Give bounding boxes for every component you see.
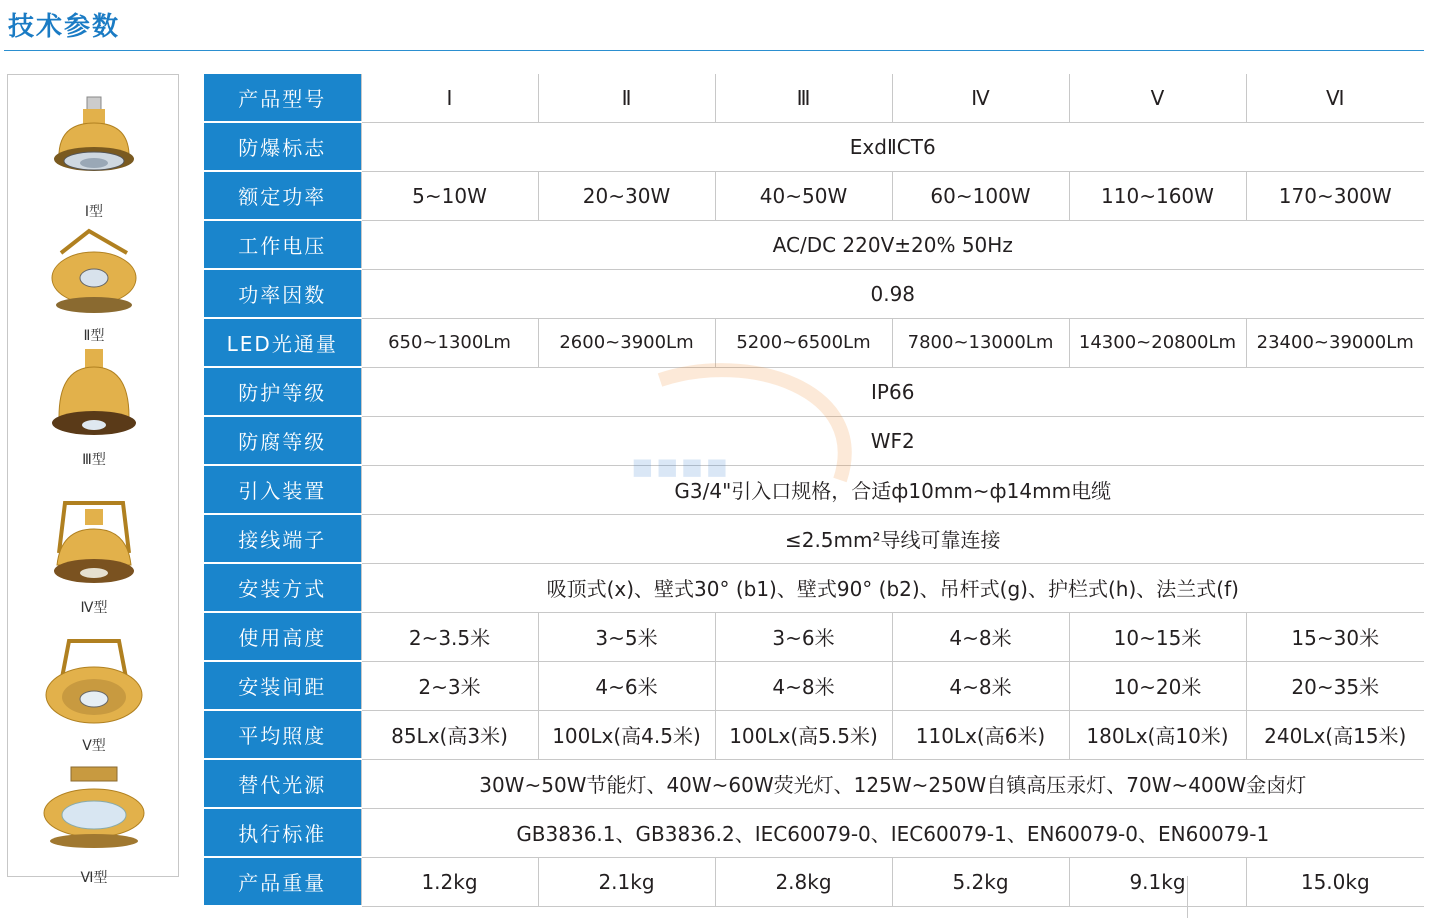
merged-cell: ≤2.5mm²导线可靠连接: [361, 514, 1424, 563]
row-header: 平均照度: [204, 710, 361, 759]
lamp-caption: Ⅱ型: [83, 328, 105, 344]
title-underline: [4, 50, 1424, 51]
table-row: [204, 514, 1424, 563]
lamp-caption: Ⅳ型: [80, 600, 108, 616]
table-cell: 40~50W: [715, 171, 892, 220]
row-header: 防护等级: [204, 367, 361, 416]
table-cell: 3~6米: [715, 612, 892, 661]
merged-cell: 30W~50W节能灯、40W~60W荧光灯、125W~250W自镇高压汞灯、70W~400W金卤灯: [361, 759, 1424, 808]
row-header: 产品型号: [204, 74, 361, 122]
merged-cell: 吸顶式(x)、壁式30° (b1)、壁式90° (b2)、吊杆式(g)、护栏式(h)、法兰式(f): [361, 563, 1424, 612]
row-header: 执行标准: [204, 808, 361, 857]
table-cell: 5.2kg: [892, 857, 1069, 906]
table-cell: 5200~6500Lm: [715, 318, 892, 367]
merged-cell: WF2: [361, 416, 1424, 465]
table-cell: Ⅵ: [1246, 74, 1424, 122]
merged-cell: AC/DC 220V±20% 50Hz: [361, 220, 1424, 269]
lamp-caption: Ⅴ型: [82, 738, 106, 754]
table-row: [204, 416, 1424, 465]
table-cell: 1.2kg: [361, 857, 538, 906]
merged-cell: ExdⅡCT6: [361, 122, 1424, 171]
table-cell: 9.1kg: [1069, 857, 1246, 906]
row-header: 工作电压: [204, 220, 361, 269]
table-row: [204, 808, 1424, 857]
lamp-item: [8, 495, 180, 617]
row-header: 产品重量: [204, 857, 361, 906]
table-cell: 240Lx(高15米): [1246, 710, 1424, 759]
table-cell: 650~1300Lm: [361, 318, 538, 367]
lamp-item: [8, 765, 180, 887]
table-row: [204, 612, 1424, 661]
table-bottom-tick: [1187, 876, 1188, 918]
lamp-4-icon: [39, 495, 149, 595]
lamp-2-icon: [39, 223, 149, 323]
table-cell: 110~160W: [1069, 171, 1246, 220]
merged-cell: G3/4"引入口规格，合适ф10mm~ф14mm电缆: [361, 465, 1424, 514]
table-row: [204, 563, 1424, 612]
table-cell: 15.0kg: [1246, 857, 1424, 906]
lamp-3-icon: [39, 347, 149, 447]
table-cell: 4~6米: [538, 661, 715, 710]
lamp-caption: Ⅲ型: [82, 452, 106, 468]
table-row: [204, 171, 1424, 220]
row-header: 安装间距: [204, 661, 361, 710]
spec-table: [204, 74, 1424, 907]
table-cell: 100Lx(高5.5米): [715, 710, 892, 759]
page-title: 技术参数: [8, 12, 121, 42]
table-row: [204, 710, 1424, 759]
row-header: 功率因数: [204, 269, 361, 318]
row-header: LED光通量: [204, 318, 361, 367]
table-row: [204, 465, 1424, 514]
table-cell: 2~3.5米: [361, 612, 538, 661]
table-row: [204, 759, 1424, 808]
table-cell: 7800~13000Lm: [892, 318, 1069, 367]
table-cell: Ⅰ: [361, 74, 538, 122]
lamp-5-icon: [39, 633, 149, 733]
table-cell: 5~10W: [361, 171, 538, 220]
table-cell: 85Lx(高3米): [361, 710, 538, 759]
table-cell: 100Lx(高4.5米): [538, 710, 715, 759]
table-cell: 10~20米: [1069, 661, 1246, 710]
table-row: [204, 122, 1424, 171]
row-header: 使用高度: [204, 612, 361, 661]
table-cell: 10~15米: [1069, 612, 1246, 661]
product-image-panel: [7, 74, 179, 886]
merged-cell: IP66: [361, 367, 1424, 416]
row-header: 额定功率: [204, 171, 361, 220]
table-cell: 4~8米: [715, 661, 892, 710]
table-cell: 180Lx(高10米): [1069, 710, 1246, 759]
row-header: 替代光源: [204, 759, 361, 808]
lamp-caption: Ⅰ型: [84, 204, 104, 220]
lamp-item: [8, 87, 180, 221]
table-cell: 14300~20800Lm: [1069, 318, 1246, 367]
table-cell: 110Lx(高6米): [892, 710, 1069, 759]
table-cell: 2.1kg: [538, 857, 715, 906]
lamp-1-icon: [39, 87, 149, 199]
row-header: 接线端子: [204, 514, 361, 563]
table-row: [204, 318, 1424, 367]
table-row: [204, 367, 1424, 416]
lamp-item: [8, 223, 180, 345]
row-header: 防腐等级: [204, 416, 361, 465]
table-cell: 20~35米: [1246, 661, 1424, 710]
table-cell: 4~8米: [892, 661, 1069, 710]
table-cell: 2600~3900Lm: [538, 318, 715, 367]
table-cell: 2~3米: [361, 661, 538, 710]
row-header: 防爆标志: [204, 122, 361, 171]
table-cell: 2.8kg: [715, 857, 892, 906]
lamp-item: [8, 347, 180, 469]
table-cell: 20~30W: [538, 171, 715, 220]
table-cell: Ⅳ: [892, 74, 1069, 122]
table-cell: Ⅲ: [715, 74, 892, 122]
table-cell: 3~5米: [538, 612, 715, 661]
lamp-item: [8, 633, 180, 755]
table-row: [204, 661, 1424, 710]
merged-cell: GB3836.1、GB3836.2、IEC60079-0、IEC60079-1、EN60079-0、EN60079-1: [361, 808, 1424, 857]
table-row: [204, 220, 1424, 269]
table-cell: Ⅱ: [538, 74, 715, 122]
table-cell: 23400~39000Lm: [1246, 318, 1424, 367]
row-header: 安装方式: [204, 563, 361, 612]
table-row: [204, 269, 1424, 318]
lamp-caption: Ⅵ型: [80, 870, 108, 886]
table-cell: 170~300W: [1246, 171, 1424, 220]
table-cell: 15~30米: [1246, 612, 1424, 661]
svg-text:▪▪▪▪: ▪▪▪▪: [630, 427, 730, 505]
table-cell: Ⅴ: [1069, 74, 1246, 122]
spec-table-body: [204, 74, 1424, 906]
merged-cell: 0.98: [361, 269, 1424, 318]
table-row: [204, 74, 1424, 122]
table-cell: 4~8米: [892, 612, 1069, 661]
lamp-6-icon: [39, 765, 149, 865]
row-header: 引入装置: [204, 465, 361, 514]
table-row: [204, 857, 1424, 906]
table-cell: 60~100W: [892, 171, 1069, 220]
